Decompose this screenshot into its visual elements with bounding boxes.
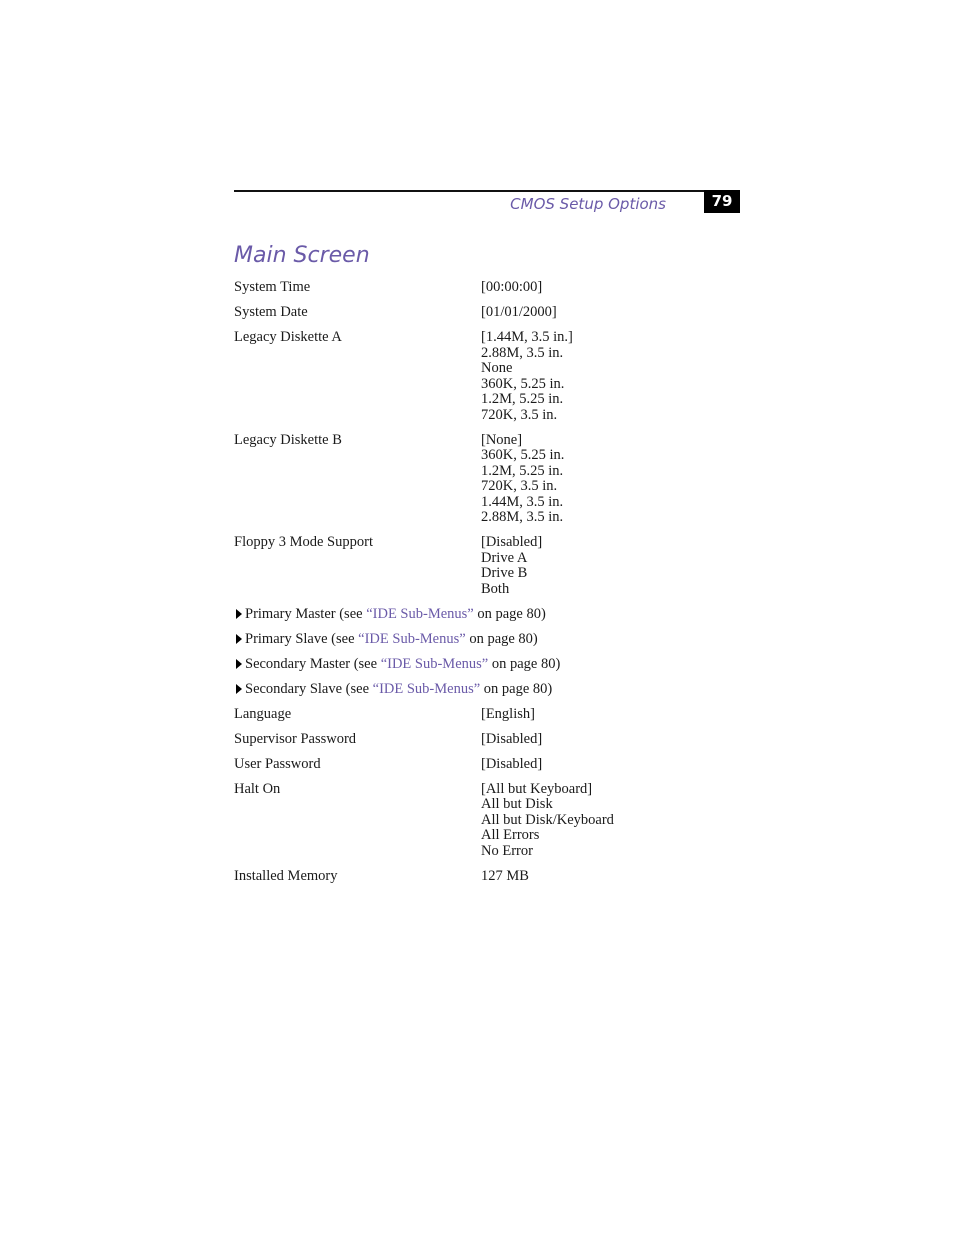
setting-label: Halt On (234, 780, 281, 797)
setting-default-value: 127 MB (481, 867, 529, 884)
ide-submenus-link[interactable]: “IDE Sub-Menus” (358, 630, 466, 647)
setting-values (481, 305, 557, 321)
setting-values (481, 869, 529, 885)
setting-label: Language (234, 705, 292, 722)
submenu-link-suffix: on page 80) (465, 630, 538, 647)
setting-default-value: [Disabled] (481, 534, 543, 551)
setting-option-value: No Error (481, 842, 533, 859)
setting-label: System Date (234, 304, 308, 321)
setting-option-value: Drive A (481, 549, 528, 566)
setting-default-value: [01/01/2000] (481, 304, 557, 321)
submenu-links (234, 607, 754, 697)
setting-row (234, 869, 754, 885)
setting-option-value: Both (481, 580, 510, 597)
settings-list (234, 280, 754, 894)
ide-submenus-link[interactable]: “IDE Sub-Menus” (366, 605, 474, 622)
setting-values (481, 433, 564, 526)
setting-values (481, 732, 542, 748)
submenu-link-row (234, 657, 754, 673)
submenu-link-prefix: Primary Master (see (245, 605, 367, 622)
setting-option-value: 1.2M, 5.25 in. (481, 391, 564, 408)
setting-label: System Time (234, 279, 311, 295)
submenu-link-prefix: Secondary Master (see (245, 655, 381, 672)
setting-values (481, 707, 535, 723)
header-rule (234, 190, 740, 192)
setting-values (481, 330, 573, 423)
setting-option-value: 360K, 5.25 in. (481, 447, 565, 464)
triangle-right-icon (236, 634, 242, 644)
setting-row (234, 535, 754, 597)
submenu-link-suffix: on page 80) (473, 605, 546, 622)
submenu-link-row (234, 632, 754, 648)
running-header-title: CMOS Setup Options (510, 195, 666, 213)
setting-label: Floppy 3 Mode Support (234, 534, 373, 551)
page-number: 79 (704, 190, 740, 213)
setting-default-value: [00:00:00] (481, 279, 543, 295)
setting-option-value: 1.44M, 3.5 in. (481, 493, 564, 510)
setting-option-value: 2.88M, 3.5 in. (481, 509, 564, 526)
submenu-link-prefix: Secondary Slave (see (245, 680, 373, 697)
ide-submenus-link[interactable]: “IDE Sub-Menus” (372, 680, 481, 697)
setting-option-value: All but Disk (481, 796, 553, 813)
submenu-link-row (234, 607, 754, 623)
setting-label: Legacy Diskette A (234, 329, 342, 346)
setting-row (234, 782, 754, 860)
setting-default-value: [Disabled] (481, 730, 543, 747)
triangle-right-icon (236, 609, 242, 619)
setting-values (481, 782, 614, 860)
setting-option-value: All Errors (481, 827, 540, 844)
ide-submenus-link[interactable]: “IDE Sub-Menus” (380, 655, 489, 672)
setting-row (234, 305, 754, 321)
setting-row (234, 707, 754, 723)
setting-default-value: [1.44M, 3.5 in.] (481, 329, 573, 346)
setting-row (234, 280, 754, 296)
setting-default-value: [English] (481, 705, 535, 722)
setting-option-value: All but Disk/Keyboard (481, 811, 614, 828)
triangle-right-icon (236, 659, 242, 669)
setting-option-value: 1.2M, 5.25 in. (481, 462, 564, 479)
setting-row (234, 330, 754, 423)
setting-label: Supervisor Password (234, 730, 357, 747)
setting-option-value: Drive B (481, 565, 528, 582)
submenu-link-suffix: on page 80) (488, 655, 561, 672)
setting-values (481, 535, 542, 597)
setting-values (481, 280, 542, 296)
setting-default-value: [None] (481, 431, 523, 448)
section-title: Main Screen (234, 243, 370, 268)
setting-label: Installed Memory (234, 867, 338, 884)
setting-label: User Password (234, 755, 321, 772)
setting-row (234, 433, 754, 526)
setting-row (234, 757, 754, 773)
setting-option-value: 360K, 5.25 in. (481, 375, 565, 392)
triangle-right-icon (236, 684, 242, 694)
setting-option-value: 720K, 3.5 in. (481, 478, 558, 495)
setting-values (481, 757, 542, 773)
setting-option-value: 720K, 3.5 in. (481, 406, 558, 423)
setting-option-value: None (481, 360, 513, 377)
setting-row (234, 732, 754, 748)
submenu-link-suffix: on page 80) (480, 680, 553, 697)
setting-label: Legacy Diskette B (234, 431, 342, 448)
setting-default-value: [Disabled] (481, 755, 543, 772)
submenu-link-row (234, 682, 754, 698)
settings-group-top (234, 280, 754, 597)
settings-group-bottom (234, 707, 754, 885)
setting-default-value: [All but Keyboard] (481, 780, 593, 797)
setting-option-value: 2.88M, 3.5 in. (481, 344, 564, 361)
submenu-link-prefix: Primary Slave (see (245, 630, 359, 647)
